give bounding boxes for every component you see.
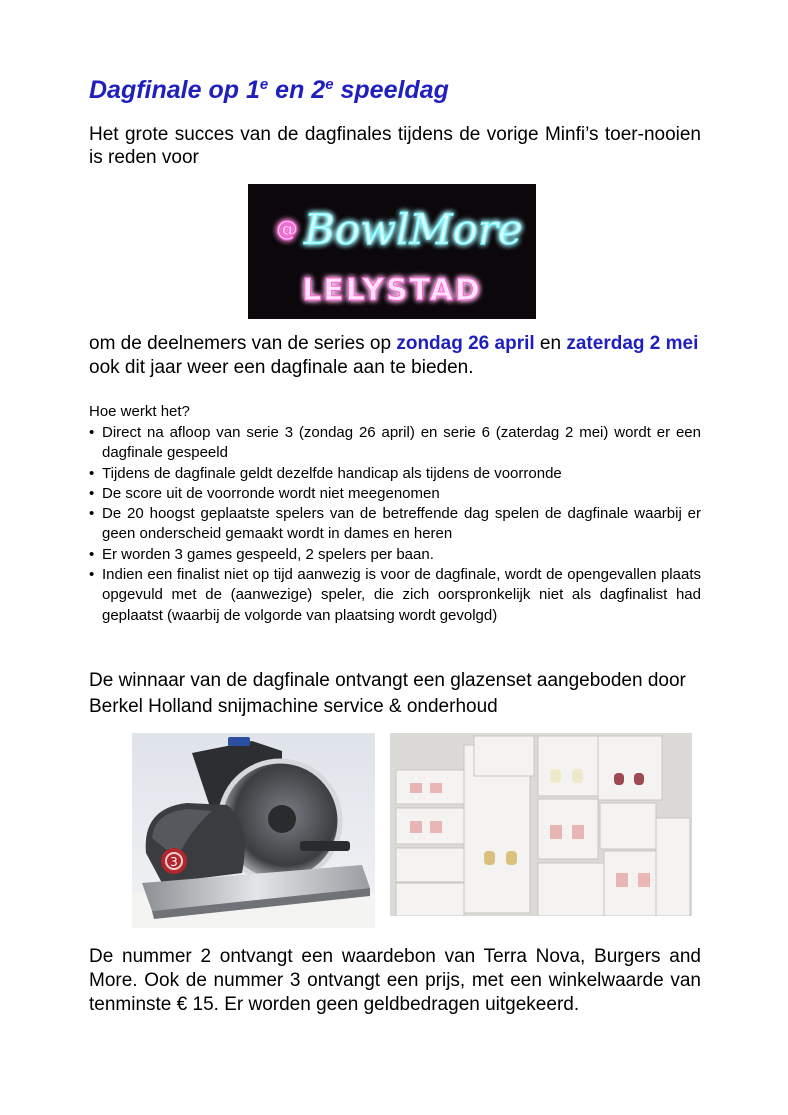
rule-item	[89, 545, 701, 565]
rule-item	[89, 484, 701, 504]
glassware-boxes-illustration	[390, 733, 692, 916]
bullet-icon: •	[89, 545, 95, 563]
logo-city: LELYSTAD	[302, 273, 482, 308]
logo-at-sign: @	[276, 217, 298, 242]
bowlmore-lelystad-logo	[248, 184, 536, 319]
page-title	[89, 72, 449, 108]
title-part-2: en 2	[268, 76, 326, 104]
title-superscript-2: e	[325, 76, 334, 93]
date-saturday: zaterdag 2 mei	[566, 333, 699, 354]
bullet-icon: •	[89, 424, 95, 441]
bullet-icon: •	[89, 464, 95, 482]
rules-list	[89, 423, 701, 626]
participants-text-3: ook dit jaar weer een dagfinale aan te bieden.	[89, 357, 474, 378]
title-part-1: Dagfinale op 1	[89, 76, 260, 104]
other-prizes-paragraph: De nummer 2 ontvangt een waardebon van Terra Nova, Burgers and More. Ook de nummer 3 ontvangt een prijs, met een winkelwaarde van tenminste € 15. Er worden geen geldbedragen uitgekeerd.	[89, 946, 701, 1015]
rule-item	[89, 464, 701, 484]
slicer-illustration	[132, 733, 375, 928]
how-it-works-heading: Hoe werkt het?	[89, 403, 190, 420]
intro-paragraph: Het grote succes van de dagfinales tijdens de vorige Minfi’s toer-nooien is reden voor	[89, 124, 701, 168]
rule-item	[89, 565, 701, 626]
rule-item	[89, 504, 701, 545]
bullet-icon: •	[89, 505, 95, 523]
rule-text: Direct na afloop van serie 3 (zondag 26 april) en serie 6 (zaterdag 2 mei) wordt er een dagfinale gespeeld	[102, 424, 701, 462]
rule-item	[89, 423, 701, 464]
participants-text-2: en	[534, 333, 567, 354]
neon-logo-graphic	[248, 184, 536, 319]
participants-text-1: om de deelnemers van de series op	[89, 333, 397, 354]
bullet-icon: •	[89, 566, 95, 584]
rule-text: Indien een finalist niet op tijd aanwezig is voor de dagfinale, wordt de opengevallen plaats opgevuld met de (aanwezige) speler, die zich oorspronkelijk niet als dagfinalist had geplaatst (waarbij de volgorde van plaatsing wordt gevolgd)	[102, 566, 701, 624]
rule-text: Tijdens de dagfinale geldt dezelfde handicap als tijdens de voorronde	[102, 464, 562, 482]
participants-paragraph	[89, 332, 701, 380]
date-sunday: zondag 26 april	[396, 333, 535, 354]
slicer-badge-number: 3	[170, 855, 178, 869]
logo-brand: BowlMore	[304, 205, 523, 254]
winner-prize-paragraph: De winnaar van de dagfinale ontvangt een glazenset aangeboden door Berkel Holland snijmachine service & onderhoud	[89, 670, 686, 717]
rule-text: Er worden 3 games gespeeld, 2 spelers per baan.	[102, 545, 434, 563]
title-part-3: speeldag	[333, 76, 449, 104]
how-it-works-section	[89, 402, 701, 626]
bullet-icon: •	[89, 484, 95, 502]
rule-text: De 20 hoogst geplaatste spelers van de betreffende dag spelen de dagfinale waarbij er geen onderscheid gemaakt wordt in dames en heren	[102, 505, 701, 543]
slicer-machine-photo	[132, 733, 375, 928]
title-superscript-1: e	[259, 76, 269, 93]
rule-text: De score uit de voorronde wordt niet meegenomen	[102, 484, 440, 502]
glassware-set-photo	[390, 733, 692, 916]
